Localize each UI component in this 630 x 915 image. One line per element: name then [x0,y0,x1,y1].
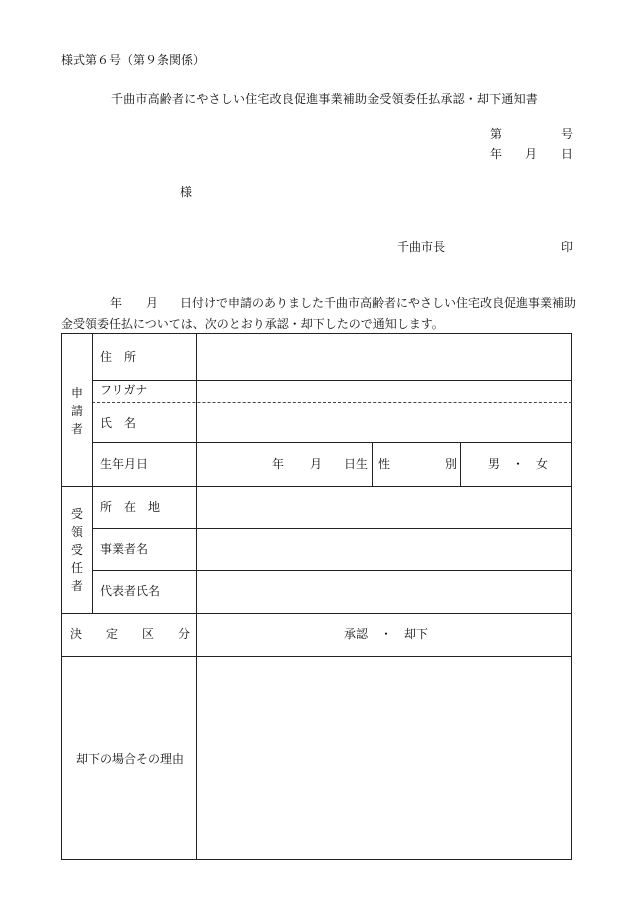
row-divider [92,442,572,443]
address-label: 住 所 [100,350,137,364]
label-column-divider [196,334,197,860]
notification-form-table [61,333,572,860]
location-label: 所 在 地 [100,500,161,514]
date-year-label: 年 [490,147,503,161]
birthdate-label: 生年月日 [100,457,149,471]
decision-label-3: 区 [142,627,155,641]
representative-name-label: 代表者氏名 [100,584,161,598]
body-month-label: 月 [146,296,159,310]
date-day-label: 日 [561,147,574,161]
document-title: 千曲市高齢者にやさしい住宅改良促進事業補助金受領委任払承認・却下通知書 [111,92,539,106]
sex-options: 男 ・ 女 [488,457,549,471]
name-label: 氏 名 [100,416,137,430]
sex-value-divider [460,442,461,486]
sex-label-1: 性 [378,457,391,471]
decision-label-2: 定 [106,627,119,641]
form-number: 様式第６号（第９条関係） [61,53,206,67]
delegate-group-label: 受 領 受 任 者 [70,507,83,593]
business-name-label: 事業者名 [100,542,149,556]
birth-year-label: 年 [272,457,285,471]
rejection-reason-label: 却下の場合その理由 [76,752,185,766]
furigana-label: フリガナ [100,383,148,397]
decision-value: 承認 ・ 却下 [344,627,429,641]
birth-month-label: 月 [310,457,323,471]
date-month-label: 月 [525,147,538,161]
seal-mark: 印 [561,240,574,254]
birth-day-label: 日生 [344,457,369,471]
sex-column-divider [372,442,373,486]
row-divider [92,380,572,381]
section-divider [62,656,572,657]
applicant-group-label: 申 請 者 [70,386,83,436]
decision-label-1: 決 [70,627,83,641]
body-line2: 金受領委任払については、次のとおり承認・却下したので通知します。 [61,317,444,331]
decision-label-4: 分 [178,627,191,641]
row-divider [92,528,572,529]
body-year-label: 年 [110,296,123,310]
furigana-divider [92,402,572,403]
section-divider [62,613,572,614]
recipient-honorific: 様 [180,185,193,199]
row-divider [92,570,572,571]
issuer-name: 千曲市長 [397,240,446,254]
sex-label-2: 別 [445,457,458,471]
group-column-divider [92,334,93,613]
body-line1: 日付けで申請のありました千曲市高齢者にやさしい住宅改良促進事業補助 [180,296,577,310]
section-divider [62,486,572,487]
doc-number-suffix: 号 [561,127,574,141]
doc-number-prefix: 第 [490,127,503,141]
